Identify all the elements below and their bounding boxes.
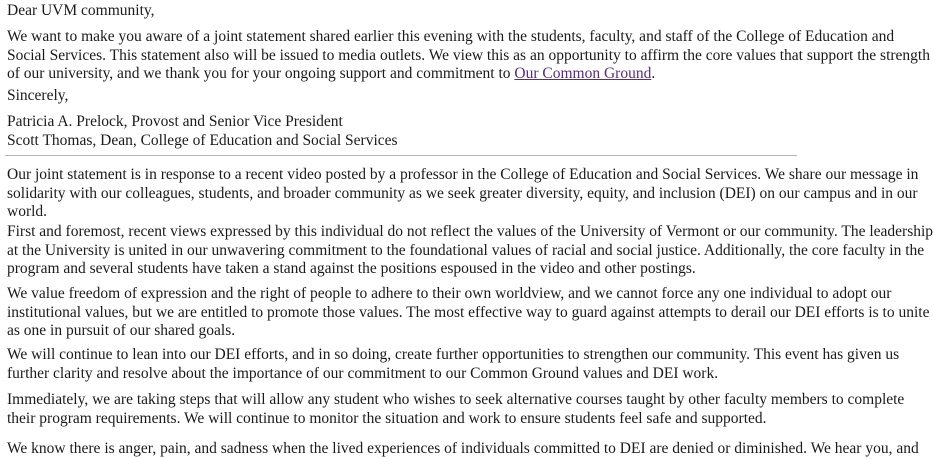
greeting <box>7 2 797 21</box>
statement-line: We know there is anger, pain, and sadness when the lived experiences of individuals committed to DEI are denied or diminished. We hear you, and <box>7 440 919 457</box>
statement-line: We will continue to lean into our DEI efforts, and in so doing, create further opportunities to strengthen our community. This event has given us <box>7 346 900 363</box>
horizontal-divider <box>5 155 797 156</box>
our-common-ground-link[interactable]: Our Common Ground <box>514 65 652 82</box>
statement-line: further clarity and resolve about the importance of our commitment to our Common Ground values and DEI work. <box>7 364 719 382</box>
statement-line: solidarity with our colleagues, students, and broader community as we seek greater diversity, equity, and inclusion (DEI) on our campus and in our <box>7 184 918 202</box>
signatory-provost: Patricia A. Prelock, Provost and Senior Vice President <box>7 113 343 130</box>
intro-line-3 <box>7 65 797 84</box>
closing <box>7 87 797 106</box>
statement-paragraph-6 <box>7 440 919 459</box>
intro-line-2: Social Services. This statement also will be issued to media outlets. We view this as an opportunity to affirm the core values that support the strength <box>7 46 930 64</box>
intro-line-3-text: of our university, and we thank you for your ongoing support and commitment to <box>7 65 515 82</box>
statement-line: as one in pursuit of our shared goals. <box>7 322 236 339</box>
signature-block <box>7 113 797 150</box>
intro-paragraph <box>7 28 930 84</box>
statement-paragraph-3 <box>7 285 930 341</box>
statement-line: We value freedom of expression and the right of people to adhere to their own worldview, and we cannot force any one individual to adopt our <box>7 285 892 302</box>
greeting-text: Dear UVM community, <box>7 2 155 19</box>
statement-paragraph-1 <box>7 166 919 222</box>
statement-line: Immediately, we are taking steps that will allow any student who wishes to seek alternative courses taught by other faculty members to complete <box>7 391 905 408</box>
statement-line: institutional values, but we are entitled to promote those values. The most effective way to guard against attempts to derail our DEI efforts is to unite <box>7 303 930 321</box>
intro-line-3-end: . <box>651 65 656 82</box>
statement-line: at the University is united in our unwavering commitment to the foundational values of racial and social justice. Additionally, the core faculty in the <box>7 241 925 259</box>
statement-paragraph-5 <box>7 391 905 428</box>
statement-line: program and several students have taken a stand against the positions espoused in the video and other postings. <box>7 260 696 277</box>
statement-line: Our joint statement is in response to a recent video posted by a professor in the College of Education and Social Services. We share our message in <box>7 166 919 183</box>
intro-line-1: We want to make you aware of a joint statement shared earlier this evening with the students, faculty, and staff of the College of Education and <box>7 28 895 45</box>
statement-line: their program requirements. We will continue to monitor the situation and work to ensure students feel safe and supported. <box>7 409 767 427</box>
statement-paragraph-2 <box>7 223 933 279</box>
statement-line: First and foremost, recent views expressed by this individual do not reflect the values of the University of Vermont or our community. The leadership <box>7 223 933 240</box>
signatory-dean: Scott Thomas, Dean, College of Education and Social Services <box>7 131 398 149</box>
closing-text: Sincerely, <box>7 87 69 104</box>
statement-line: world. <box>7 203 48 220</box>
statement-paragraph-4 <box>7 346 900 383</box>
